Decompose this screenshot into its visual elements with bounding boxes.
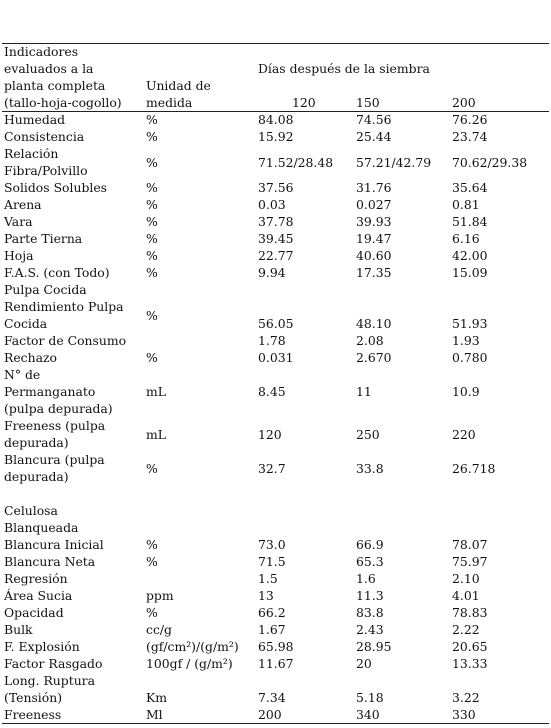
indicator-line: Permanganato xyxy=(4,384,96,399)
value-cell-day-200: 70.62/29.38 xyxy=(452,154,528,170)
value-cell-day-150: 19.47 xyxy=(356,231,392,246)
indicator-line: Factor de Consumo xyxy=(4,333,127,348)
indicator-line: Cocida xyxy=(4,316,48,331)
value-cell-day-200: 78.83 xyxy=(452,605,488,620)
table-row xyxy=(2,366,549,417)
indicator-cell xyxy=(4,451,146,485)
header-indicators-line: evaluados a la xyxy=(4,61,94,76)
table-row xyxy=(2,298,549,332)
unit-cell: % xyxy=(146,307,158,323)
table-row xyxy=(2,264,549,281)
value-cell-day-200: 15.09 xyxy=(452,265,488,280)
header-unit xyxy=(146,77,211,111)
table-row xyxy=(2,196,549,213)
indicator-cell xyxy=(4,179,146,196)
indicator-cell xyxy=(4,604,146,621)
value-cell-day-120: 66.2 xyxy=(258,605,286,620)
indicator-cell xyxy=(4,417,146,451)
indicator-cell xyxy=(4,298,146,332)
table-row xyxy=(2,349,549,366)
indicator-line: Humedad xyxy=(4,112,66,127)
value-cell-day-150: 11 xyxy=(356,384,372,399)
indicator-cell xyxy=(4,128,146,145)
indicator-cell xyxy=(4,111,146,128)
indicator-line: Rendimiento Pulpa xyxy=(4,299,124,314)
value-cell-day-200: 13.33 xyxy=(452,656,488,671)
indicator-cell xyxy=(4,621,146,638)
table-row xyxy=(2,655,549,672)
unit-cell: mL xyxy=(146,426,166,442)
indicator-line: Blancura (pulpa xyxy=(4,452,105,467)
header-day-150: 150 xyxy=(356,95,380,110)
unit-cell: % xyxy=(146,197,158,212)
indicator-line: F. Explosión xyxy=(4,639,80,654)
value-cell-day-150: 340 xyxy=(356,707,380,722)
indicator-line: Vara xyxy=(4,214,33,229)
indicator-line: Arena xyxy=(4,197,42,212)
indicator-line: Solidos Solubles xyxy=(4,180,108,195)
header-unit-line: Unidad de xyxy=(146,78,211,93)
indicator-line: Parte Tierna xyxy=(4,231,83,246)
indicator-line: Blanqueada xyxy=(4,520,79,535)
indicator-cell xyxy=(4,536,146,553)
value-cell-day-200: 1.93 xyxy=(452,333,480,348)
indicator-line: Regresión xyxy=(4,571,68,586)
value-cell-day-150: 17.35 xyxy=(356,265,392,280)
value-cell-day-200: 78.07 xyxy=(452,537,488,552)
table-row xyxy=(2,570,549,587)
value-cell-day-150: 31.76 xyxy=(356,180,392,195)
indicator-line: Relación xyxy=(4,146,59,161)
indicator-line xyxy=(4,485,146,502)
indicator-cell xyxy=(4,366,146,417)
value-cell-day-200: 3.22 xyxy=(452,690,480,705)
unit-cell: ppm xyxy=(146,588,174,603)
indicator-line: Celulosa xyxy=(4,503,58,518)
indicator-cell xyxy=(4,145,146,179)
value-cell-day-120: 73.0 xyxy=(258,537,286,552)
indicator-cell xyxy=(4,672,146,706)
value-cell-day-150: 20 xyxy=(356,656,372,671)
table-row xyxy=(2,604,549,621)
value-cell-day-150: 5.18 xyxy=(356,690,384,705)
value-cell-day-200: 4.01 xyxy=(452,588,480,603)
table-row xyxy=(2,247,549,264)
table-row xyxy=(2,587,549,604)
unit-cell: mL xyxy=(146,384,166,399)
value-cell-day-150: 40.60 xyxy=(356,248,392,263)
value-cell-day-120: 37.56 xyxy=(258,180,294,195)
value-cell-day-200: 75.97 xyxy=(452,554,488,569)
indicator-cell xyxy=(4,349,146,366)
value-cell-day-150: 2.08 xyxy=(356,333,384,348)
table-row xyxy=(2,451,549,485)
indicator-cell xyxy=(4,587,146,604)
unit-cell: Km xyxy=(146,690,168,705)
value-cell-day-150: 83.8 xyxy=(356,605,384,620)
value-cell-day-150: 25.44 xyxy=(356,129,392,144)
indicator-line: F.A.S. (con Todo) xyxy=(4,265,110,280)
indicator-line: Freeness (pulpa xyxy=(4,418,106,433)
unit-cell: % xyxy=(146,265,158,280)
value-cell-day-200: 76.26 xyxy=(452,112,488,127)
unit-cell: % xyxy=(146,180,158,195)
value-cell-day-120: 37.78 xyxy=(258,214,294,229)
value-cell-day-200: 0.81 xyxy=(452,197,480,212)
value-cell-day-200: 20.65 xyxy=(452,639,488,654)
value-cell-day-200: 51.93 xyxy=(452,316,488,331)
value-cell-day-120: 71.52/28.48 xyxy=(258,154,334,170)
value-cell-day-120: 8.45 xyxy=(258,384,286,399)
value-cell-day-120: 0.03 xyxy=(258,197,286,212)
value-cell-day-120: 56.05 xyxy=(258,316,294,331)
value-cell-day-150: 28.95 xyxy=(356,639,392,654)
indicator-cell xyxy=(4,485,146,536)
header-days-title: Días después de la siembra xyxy=(258,61,430,76)
value-cell-day-150: 2.670 xyxy=(356,350,392,365)
indicator-line: depurada) xyxy=(4,469,69,484)
table-header-row xyxy=(2,43,549,111)
indicator-cell xyxy=(4,230,146,247)
value-cell-day-150: 1.6 xyxy=(356,571,376,586)
unit-cell: % xyxy=(146,537,158,552)
value-cell-day-120: 1.67 xyxy=(258,622,286,637)
value-cell-day-150: 66.9 xyxy=(356,537,384,552)
indicator-cell xyxy=(4,196,146,213)
unit-cell: % xyxy=(146,350,158,365)
indicator-line: Consistencia xyxy=(4,129,85,144)
value-cell-day-120: 71.5 xyxy=(258,554,286,569)
value-cell-day-120: 200 xyxy=(258,707,282,722)
header-indicators-line: planta completa xyxy=(4,78,106,93)
value-cell-day-150: 48.10 xyxy=(356,316,392,331)
indicator-cell xyxy=(4,281,146,298)
table-row xyxy=(2,179,549,196)
indicator-line: Blancura Inicial xyxy=(4,537,104,552)
value-cell-day-200: 6.16 xyxy=(452,231,480,246)
value-cell-day-150: 11.3 xyxy=(356,588,384,603)
value-cell-day-120: 9.94 xyxy=(258,265,286,280)
header-indicators xyxy=(4,43,146,111)
value-cell-day-120: 0.031 xyxy=(258,350,294,365)
table-row xyxy=(2,111,549,128)
table-row xyxy=(2,706,549,723)
unit-cell: % xyxy=(146,605,158,620)
table-row xyxy=(2,417,549,451)
table-row xyxy=(2,672,549,706)
indicator-line: (Tensión) xyxy=(4,690,63,705)
indicator-line: Fibra/Polvillo xyxy=(4,163,88,178)
indicator-cell xyxy=(4,213,146,230)
table-row xyxy=(2,553,549,570)
value-cell-day-200: 35.64 xyxy=(452,180,488,195)
table-row xyxy=(2,536,549,553)
value-cell-day-150: 33.8 xyxy=(356,460,384,476)
indicator-line: depurada) xyxy=(4,435,69,450)
table-row xyxy=(2,621,549,638)
value-cell-day-200: 23.74 xyxy=(452,129,488,144)
value-cell-day-120: 120 xyxy=(258,426,282,442)
indicator-line: Pulpa Cocida xyxy=(4,282,87,297)
value-cell-day-200: 330 xyxy=(452,707,476,722)
unit-cell: % xyxy=(146,554,158,569)
indicator-cell xyxy=(4,553,146,570)
value-cell-day-200: 51.84 xyxy=(452,214,488,229)
indicator-line: Long. Ruptura xyxy=(4,673,95,688)
unit-cell: % xyxy=(146,154,158,170)
table-row xyxy=(2,145,549,179)
value-cell-day-150: 250 xyxy=(356,426,380,442)
table-row xyxy=(2,332,549,349)
value-cell-day-150: 65.3 xyxy=(356,554,384,569)
value-cell-day-200: 26.718 xyxy=(452,460,496,476)
indicator-cell xyxy=(4,247,146,264)
value-cell-day-120: 32.7 xyxy=(258,460,286,476)
value-cell-day-150: 74.56 xyxy=(356,112,392,127)
value-cell-day-120: 11.67 xyxy=(258,656,294,671)
table-bottom-rule xyxy=(2,723,549,724)
value-cell-day-120: 1.5 xyxy=(258,571,278,586)
unit-cell: 100gf / (g/m²) xyxy=(146,656,233,671)
unit-cell: % xyxy=(146,248,158,263)
indicator-line: Freeness xyxy=(4,707,62,722)
value-cell-day-120: 1.78 xyxy=(258,333,286,348)
header-indicators-line: (tallo-hoja-cogollo) xyxy=(4,95,122,110)
indicator-line: Área Sucia xyxy=(4,588,73,603)
header-indicators-line: Indicadores xyxy=(4,44,79,59)
header-day-120: 120 xyxy=(292,95,316,110)
indicator-cell xyxy=(4,570,146,587)
unit-cell: % xyxy=(146,214,158,229)
value-cell-day-200: 10.9 xyxy=(452,384,480,399)
value-cell-day-150: 39.93 xyxy=(356,214,392,229)
table-row xyxy=(2,128,549,145)
value-cell-day-200: 42.00 xyxy=(452,248,488,263)
value-cell-day-200: 220 xyxy=(452,426,476,442)
indicator-cell xyxy=(4,332,146,349)
unit-cell: % xyxy=(146,231,158,246)
value-cell-day-120: 39.45 xyxy=(258,231,294,246)
table-row xyxy=(2,230,549,247)
indicator-cell xyxy=(4,706,146,723)
value-cell-day-120: 15.92 xyxy=(258,129,294,144)
header-unit-line: medida xyxy=(146,95,193,110)
value-cell-day-120: 13 xyxy=(258,588,274,603)
value-cell-day-120: 65.98 xyxy=(258,639,294,654)
unit-cell: Ml xyxy=(146,707,163,722)
value-cell-day-200: 2.10 xyxy=(452,571,480,586)
table-row xyxy=(2,281,549,298)
indicator-line: (pulpa depurada) xyxy=(4,401,113,416)
indicator-line: Blancura Neta xyxy=(4,554,96,569)
value-cell-day-120: 22.77 xyxy=(258,248,294,263)
indicator-line: Factor Rasgado xyxy=(4,656,103,671)
indicator-line: Bulk xyxy=(4,622,33,637)
value-cell-day-150: 57.21/42.79 xyxy=(356,154,432,170)
value-cell-day-150: 2.43 xyxy=(356,622,384,637)
table-row xyxy=(2,213,549,230)
indicator-line: Hoja xyxy=(4,248,34,263)
indicator-line: Rechazo xyxy=(4,350,57,365)
unit-cell: % xyxy=(146,460,158,476)
unit-cell: (gf/cm²)/(g/m²) xyxy=(146,639,239,654)
value-cell-day-200: 0.780 xyxy=(452,350,488,365)
indicator-cell xyxy=(4,264,146,281)
indicator-cell xyxy=(4,655,146,672)
value-cell-day-120: 84.08 xyxy=(258,112,294,127)
indicator-cell xyxy=(4,638,146,655)
value-cell-day-150: 0.027 xyxy=(356,197,392,212)
table-row xyxy=(2,638,549,655)
value-cell-day-120: 7.34 xyxy=(258,690,286,705)
indicator-line: N° de xyxy=(4,367,41,382)
header-day-200: 200 xyxy=(452,95,476,110)
indicator-line: Opacidad xyxy=(4,605,64,620)
table-row xyxy=(2,485,549,536)
unit-cell: cc/g xyxy=(146,622,172,637)
unit-cell: % xyxy=(146,112,158,127)
value-cell-day-200: 2.22 xyxy=(452,622,480,637)
unit-cell: % xyxy=(146,129,158,144)
